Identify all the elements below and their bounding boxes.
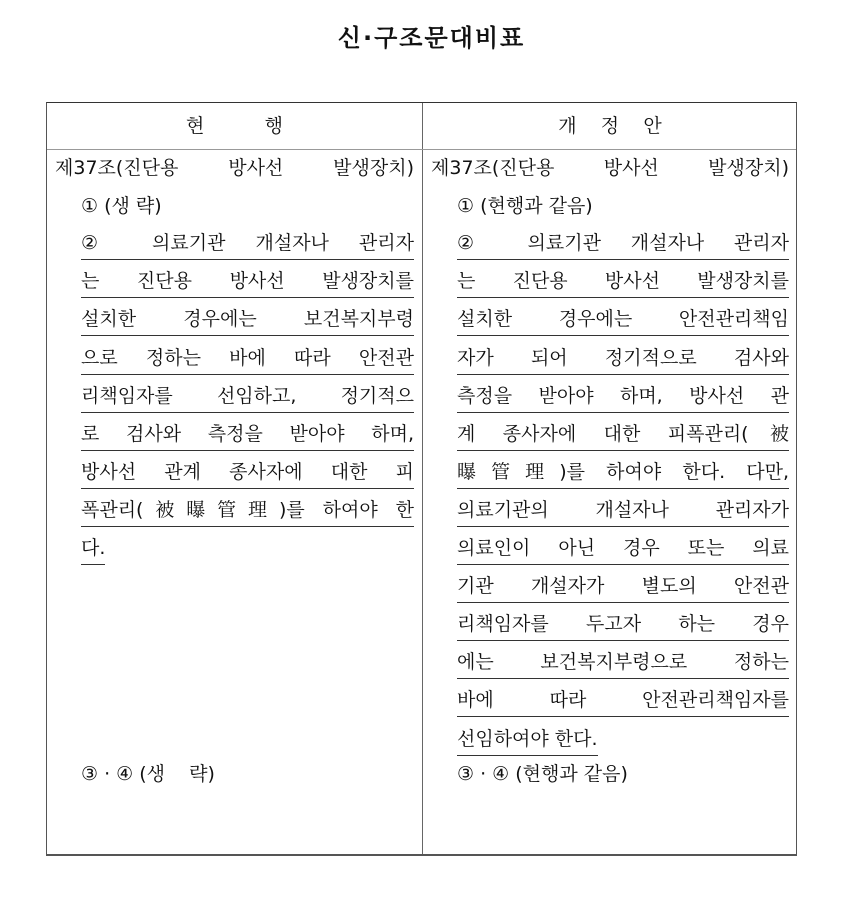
text-line: 계 종사자에 대한 피폭관리(被 <box>457 420 789 451</box>
comparison-table <box>46 102 797 856</box>
text-line: 의료기관의 개설자나 관리자가 <box>457 496 789 527</box>
text-line: 曝管理)를 하여야 한다. 다만, <box>457 458 789 489</box>
text-line: 폭관리(被曝管理)를 하여야 한 <box>81 496 414 527</box>
text-line: ② 의료기관 개설자나 관리자 <box>457 229 789 260</box>
header-proposed: 개 정 안 <box>558 115 662 137</box>
text-line: 설치한 경우에는 안전관리책임 <box>457 305 789 336</box>
column-divider <box>422 103 423 854</box>
text-line: 제37조(진단용 방사선 발생장치) <box>431 157 789 179</box>
text-line: 기관 개설자가 별도의 안전관 <box>457 572 789 603</box>
text-line: 바에 따라 안전관리책임자를 <box>457 686 789 717</box>
text-line: 는 진단용 방사선 발생장치를 <box>81 267 414 298</box>
text-line: 로 검사와 측정을 받아야 하며, <box>81 420 414 451</box>
header-current: 현 행 <box>185 115 284 137</box>
text-line: 의료인이 아닌 경우 또는 의료 <box>457 534 789 565</box>
text-line: ① (생 략) <box>81 195 162 218</box>
text-line: 는 진단용 방사선 발생장치를 <box>457 267 789 298</box>
text-line: ② 의료기관 개설자나 관리자 <box>81 229 414 260</box>
text-line-last: ③ · ④ (현행과 같음) <box>457 762 628 785</box>
text-line: 리책임자를 선임하고, 정기적으 <box>81 382 414 413</box>
text-line: 에는 보건복지부령으로 정하는 <box>457 648 789 679</box>
text-line: 다. <box>81 534 105 565</box>
page-title: 신·구조문대비표 <box>337 24 526 52</box>
text-line-last: ③ · ④ (생 략) <box>81 762 215 785</box>
text-line: 측정을 받아야 하며, 방사선 관 <box>457 382 789 413</box>
text-line: 제37조(진단용 방사선 발생장치) <box>55 157 414 179</box>
text-line: 리책임자를 두고자 하는 경우 <box>457 610 789 641</box>
text-line: 설치한 경우에는 보건복지부령 <box>81 305 414 336</box>
text-line: 선임하여야 한다. <box>457 725 598 756</box>
text-line: ① (현행과 같음) <box>457 195 593 218</box>
text-line: 자가 되어 정기적으로 검사와 <box>457 344 789 375</box>
header-separator <box>47 149 796 150</box>
text-line: 방사선 관계 종사자에 대한 피 <box>81 458 414 489</box>
text-line: 으로 정하는 바에 따라 안전관 <box>81 344 414 375</box>
